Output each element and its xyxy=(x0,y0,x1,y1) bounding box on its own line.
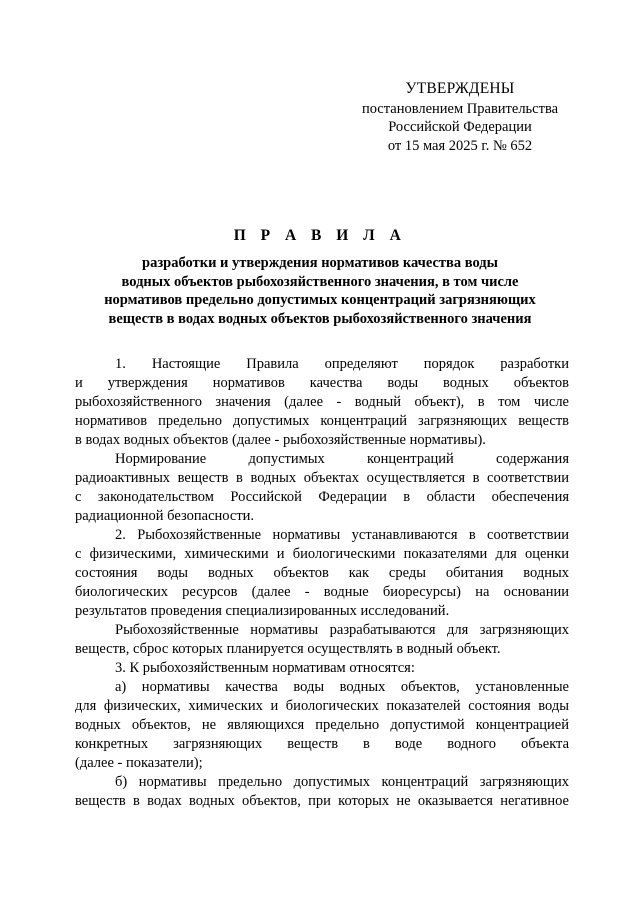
body-line: Рыбохозяйственные нормативы разрабатываются для загрязняющих xyxy=(115,622,569,638)
approval-heading: УТВЕРЖДЕНЫ xyxy=(405,80,515,97)
body-line: 3. К рыбохозяйственным нормативам относятся: xyxy=(115,660,415,676)
body-line: биологических ресурсов (далее - водные биоресурсы) на основании xyxy=(75,584,569,600)
subtitle-line: веществ в водах водных объектов рыбохозяйственного значения xyxy=(108,310,532,327)
body-line: с законодательством Российской Федерации в области обеспечения xyxy=(75,489,569,505)
approval-stamp xyxy=(340,80,580,155)
body-line: состояния воды водных объектов как среды обитания водных xyxy=(75,565,569,581)
body-line: 2. Рыбохозяйственные нормативы устанавливаются в соответствии xyxy=(115,527,569,543)
subtitle-line: нормативов предельно допустимых концентраций загрязняющих xyxy=(104,292,536,308)
body-line: 1. Настоящие Правила определяют порядок разработки xyxy=(115,356,569,372)
body-line: веществ в водах водных объектов, при которых не оказывается негативное xyxy=(75,793,569,809)
approval-line-2: Российской Федерации xyxy=(388,119,532,135)
body-line: (далее - показатели); xyxy=(75,755,203,771)
body-line: Нормирование допустимых концентраций содержания xyxy=(115,451,569,467)
body-line: результатов проведения специализированных исследований. xyxy=(75,603,450,619)
body-line: б) нормативы предельно допустимых концентраций загрязняющих xyxy=(115,774,569,790)
document-body xyxy=(75,355,569,811)
approval-line-3: от 15 мая 2025 г. № 652 xyxy=(387,137,533,154)
body-line: с физическими, химическими и биологическими показателями для оценки xyxy=(75,546,569,562)
body-line: радиоактивных веществ в водных объектах осуществляется в соответствии xyxy=(75,470,569,486)
body-line: конкретных загрязняющих веществ в воде водного объекта xyxy=(75,736,569,752)
document-title xyxy=(90,226,550,328)
title-word: П Р А В И Л А xyxy=(233,227,407,244)
body-line: в водах водных объектов (далее - рыбохозяйственные нормативы). xyxy=(75,432,486,448)
body-line: и утверждения нормативов качества воды водных объектов xyxy=(75,375,569,391)
body-line: рыбохозяйственного значения (далее - водный объект), в том числе xyxy=(75,394,569,410)
body-line: веществ, сброс которых планируется осуществлять в водный объект. xyxy=(75,641,501,657)
body-line: для физических, химических и биологических показателей состояния воды xyxy=(75,698,569,714)
body-line: водных объектов, не являющихся предельно допустимой концентрацией xyxy=(75,717,569,733)
subtitle-line: разработки и утверждения нормативов качества воды xyxy=(142,255,498,271)
body-line: а) нормативы качества воды водных объектов, установленные xyxy=(115,679,569,695)
subtitle-line: водных объектов рыбохозяйственного значения, в том числе xyxy=(121,273,519,290)
approval-line-1: постановлением Правительства xyxy=(361,100,559,117)
body-line: радиационной безопасности. xyxy=(75,508,255,524)
body-line: нормативов предельно допустимых концентраций загрязняющих веществ xyxy=(75,413,569,429)
